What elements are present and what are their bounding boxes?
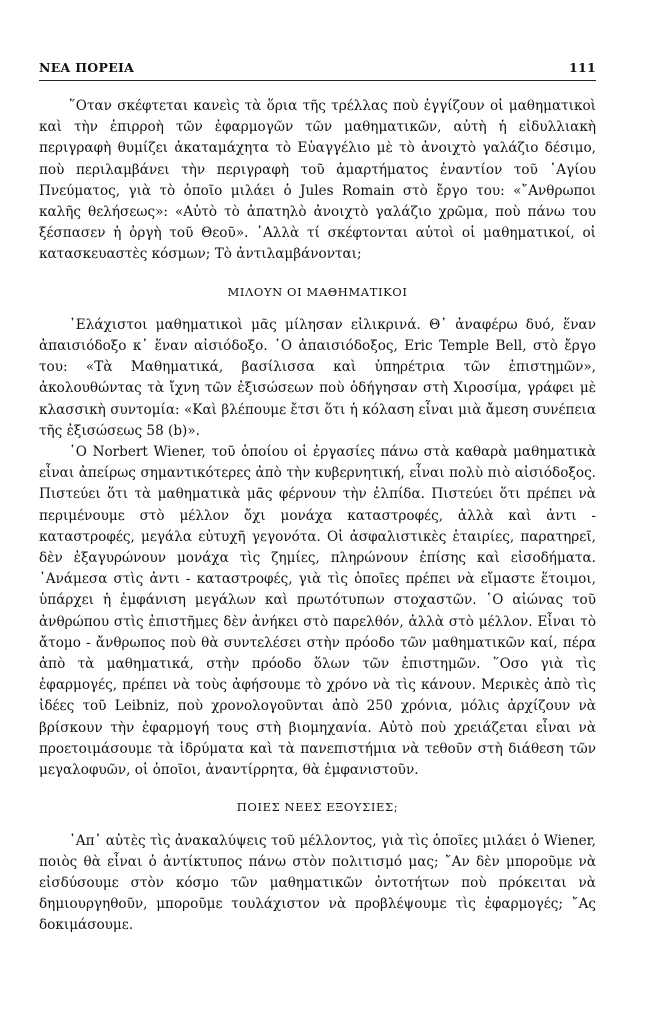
- header-rule: [39, 80, 596, 81]
- paragraph-bell: ᾿Ελάχιστοι μαθηματικοὶ μᾶς μίλησαν εἰλικρινά. Θ᾿ ἀναφέρω δυό, ἕναν ἀπαισιόδοξο κ᾿ ἕναν αἰσιόδοξο. ῾Ο ἀπαισιόδοξος, Eric Temple Bell, στὸ ἔργο του: «Τὰ Μαθηματικά, βασίλισσα καὶ ὑπηρέτρια τῶν ἐπιστημῶν», ἀκολουθώντας τὰ ἴχνη τῶν ἐξισώσεων ποὺ ὁδήγησαν στὴ Χιροσίμα, γράφει μὲ κλασσικὴ συντομία: «Καὶ βλέπουμε ἔτσι ὅτι ἡ κόλαση εἶναι μιὰ ἄμεση συνέπεια τῆς ἐξισώσεως 58 (b)».: [39, 316, 596, 439]
- journal-title: ΝΕΑ ΠΟΡΕΙΑ: [39, 60, 135, 75]
- paragraph-wiener: ῾Ο Norbert Wiener, τοῦ ὁποίου οἱ ἐργασίες πάνω στὰ καθαρὰ μαθηματικὰ εἶναι ἀπείρως σημαντικότερες ἀπὸ τὴν κυβερνητική, εἶναι πολὺ πιὸ αἰσιόδοξος. Πιστεύει ὅτι τὰ μαθηματικὰ μᾶς φέρνουν τὴν ἐλπίδα. Πιστεύει ὅτι πρέπει νὰ περιμένουμε στὸ μέλλον ὄχι μονάχα καταστροφές, ἀλλὰ καὶ ἀντι - καταστροφές, μεγάλα εὐτυχῆ γεγονότα. Οἱ ἀσφαλιστικὲς ἑταιρίες, παρατηρεῖ, δὲν ἐξαγυρώνουν μονάχα τὶς ζημίες, πληρώνουν ἐπίσης καὶ εἰσοδήματα. ᾿Ανάμεσα στὶς ἀντι - καταστροφές, γιὰ τὶς ὁποῖες πρέπει νὰ εἴμαστε ἕτοιμοι, ὑπάρχει ἡ ἐμφάνιση μεγάλων καὶ πρωτότυπων στοχαστῶν. ῾Ο αἰώνας τοῦ ἀνθρώπου στὶς ἐπιστῆμες δὲν ἀνήκει στὸ παρελθόν, ἀλλὰ στὸ μέλλον. Εἶναι τὸ ἄτομο - ἄνθρωπος ποὺ θὰ συντελέσει στὴν πρόοδο τῶν μαθηματικῶν καί, πέρα ἀπὸ τὰ μαθηματικά, στὴν πρόοδο ὅλων τῶν ἐπιστημῶν. ῞Οσο γιὰ τὶς ἐφαρμογές, πρέπει νὰ τοὺς ἀφήσουμε τὸ χρόνο νὰ τὶς κάνουν. Μερικὲς ἀπὸ τὶς ἰδέες τοῦ Leibniz, ποὺ χρονολογοῦνται ἀπὸ 250 χρόνια, μόλις ἀρχίζουν νὰ βρίσκουν τὴν ἐφαρμογή τους στὴ βιομηχανία. Αὐτὸ ποὺ χρειάζεται εἶναι νὰ προετοιμάσουμε τὰ ἱδρύματα καὶ τὰ πανεπιστήμια νὰ τεθοῦν στὴ διάθεση τῶν μεγαλοφυῶν, οἱ ὁποῖοι, ἀναντίρρητα, θὰ ἐμφανιστοῦν.: [39, 444, 596, 779]
- section-heading-new-powers: ΠΟΙΕΣ ΝΕΕΣ ΕΞΟΥΣΙΕΣ;: [236, 800, 399, 815]
- paragraph-intro: ῞Οταν σκέφτεται κανεὶς τὰ ὅρια τῆς τρέλλας ποὺ ἐγγίζουν οἱ μαθηματικοὶ καὶ τὴν ἐπιρροὴ τῶν ἐφαρμογῶν τῶν μαθηματικῶν, αὐτὴ ἡ εἰδυλλιακὴ περιγραφὴ θυμίζει ἀκαταμάχητα τὸ Εὐαγγέλιο μὲ τὸ ἀνοιχτὸ γαλάζιο δέσιμο, ποὺ περιλαμβάνει τὴν περιγραφὴ τοῦ ἁμαρτήματος ἐναντίον τοῦ ῾Αγίου Πνεύματος, γιὰ τὸ ὁποῖο μιλάει ὁ Jules Romain στὸ ἔργο του: «῎Ανθρωποι καλῆς θελήσεως»: «Αὐτὸ τὸ ἀπατηλὸ ἀνοιχτὸ γαλάζιο χρῶμα, ποὺ πάνω του ξέσπασεν ἡ ὀργὴ τοῦ Θεοῦ». ᾿Αλλὰ τί σκέφτονται αὐτοὶ οἱ μαθηματικοί, οἱ κατασκευαστὲς κόσμων; Τὸ ἀντιλαμβάνονται;: [39, 98, 596, 263]
- page-number: 111: [569, 60, 596, 75]
- running-head: [39, 60, 596, 75]
- article-body: [39, 96, 596, 937]
- section-heading-mathematicians: ΜΙΛΟΥΝ ΟΙ ΜΑΘΗΜΑΤΙΚΟΙ: [227, 284, 408, 299]
- paragraph-future: ᾿Απ᾿ αὐτὲς τὶς ἀνακαλύψεις τοῦ μέλλοντος, γιὰ τὶς ὁποῖες μιλάει ὁ Wiener, ποιὸς θὰ εἶναι ὁ ἀντίκτυπος πάνω στὸν πολιτισμό μας; ῎Αν δὲν μποροῦμε νὰ εἰσδύσουμε στὸν κόσμο τῶν μαθηματικῶν ὀντοτήτων ποὺ πρόκειται νὰ δημιουργηθοῦν, μποροῦμε τουλάχιστον νὰ προβλέψουμε τὶς ἐφαρμογές; ῎Ας δοκιμάσουμε.: [39, 832, 596, 934]
